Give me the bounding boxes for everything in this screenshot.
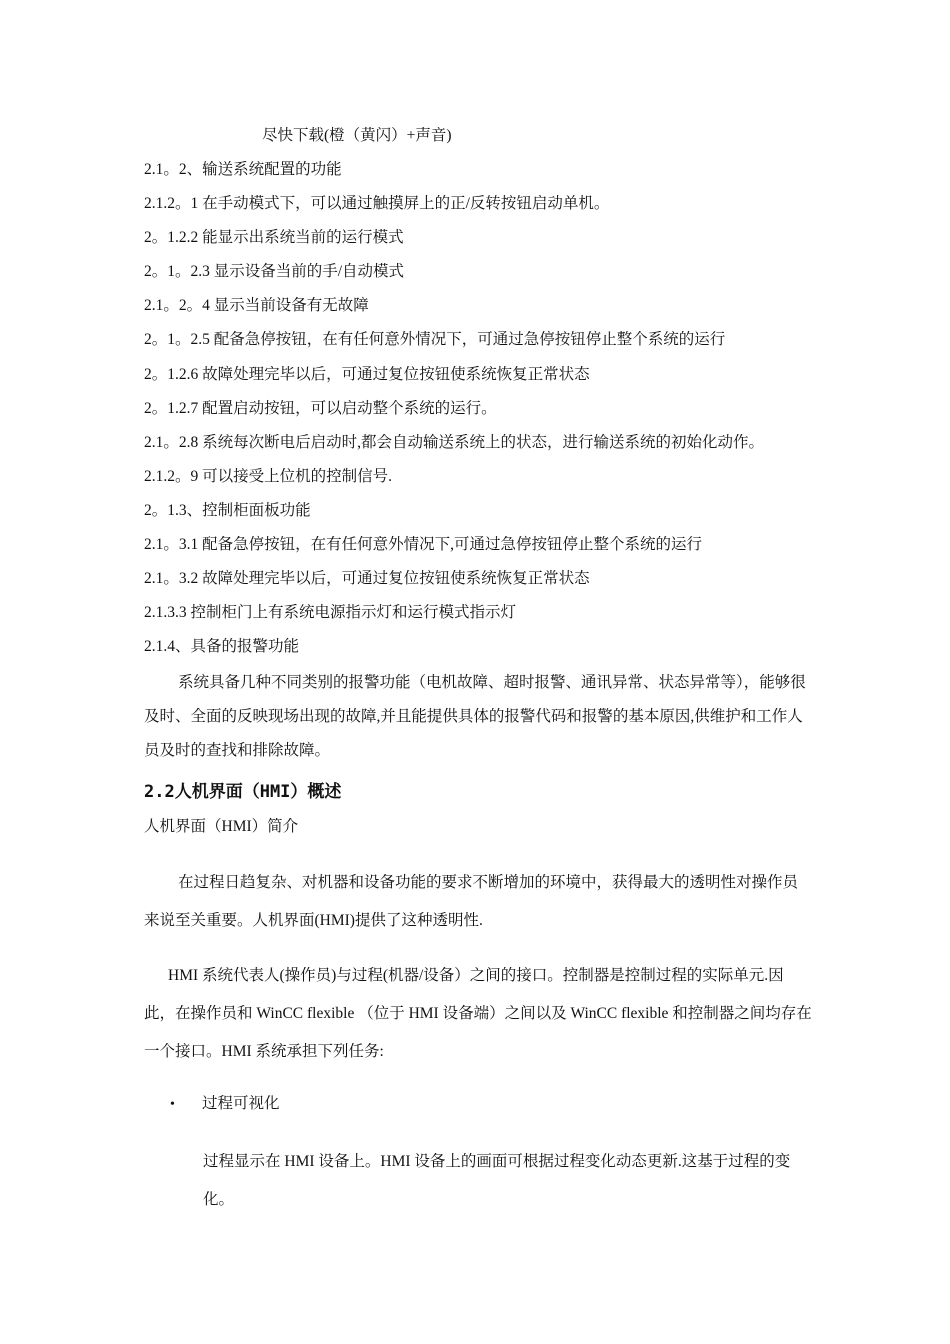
- item-2-1-2-9: 2.1.2。9 可以接受上位机的控制信号.: [144, 468, 393, 485]
- item-2-1-2-1: 2.1.2。1 在手动模式下，可以通过触摸屏上的正/反转按钮启动单机。: [144, 195, 610, 212]
- intro-paragraph: 在过程日趋复杂、对机器和设备功能的要求不断增加的环境中，获得最大的透明性对操作员来说至关重要。人机界面(HMI)提供了这种透明性.: [144, 874, 799, 929]
- item-2-1-2-2: 2。1.2.2 能显示出系统当前的运行模式: [144, 229, 404, 246]
- item-2-1-2-6: 2。1.2.6 故障处理完毕以后，可通过复位按钮使系统恢复正常状态: [144, 366, 590, 383]
- alarm-paragraph: 系统具备几种不同类别的报警功能（电机故障、超时报警、通讯异常、状态异常等），能够很及时、全面的反映现场出现的故障,并且能提供具体的报警代码和报警的基本原因,供维护和工作人员及时的查找和排除故障。: [144, 674, 806, 759]
- bullet-item: [170, 1093, 280, 1116]
- bullet-description: 过程显示在 HMI 设备上。HMI 设备上的画面可根据过程变化动态更新.这基于过程的变化。: [203, 1153, 791, 1208]
- hmi-paragraph: HMI 系统代表人(操作员)与过程(机器/设备）之间的接口。控制器是控制过程的实际单元.因此，在操作员和 WinCC flexible （位于 HMI 设备端）之间以及 WinCC flexible 和控制器之间均存在一个接口。HMI 系统承担下列任务:: [144, 967, 812, 1060]
- alarm-signal-line: 尽快下载(橙（黄闪）+声音): [262, 127, 452, 144]
- section-2-1-2-title: 2.1。2、输送系统配置的功能: [144, 161, 342, 178]
- item-2-1-2-7: 2。1.2.7 配置启动按钮，可以启动整个系统的运行。: [144, 400, 497, 417]
- section-2-1-4-title: 2.1.4、具备的报警功能: [144, 638, 300, 655]
- bullet-dot-icon: •: [170, 1097, 175, 1112]
- item-2-1-3-2: 2.1。3.2 故障处理完毕以后，可通过复位按钮使系统恢复正常状态: [144, 570, 590, 587]
- section-heading: 2.2人机界面（HMI）概述: [144, 782, 342, 802]
- item-2-1-2-3: 2。1。2.3 显示设备当前的手/自动模式: [144, 263, 405, 280]
- item-2-1-3-1: 2.1。3.1 配备急停按钮，在有任何意外情况下,可通过急停按钮停止整个系统的运行: [144, 536, 703, 553]
- item-2-1-2-4: 2.1。2。4 显示当前设备有无故障: [144, 297, 369, 314]
- item-2-1-2-8: 2.1。2.8 系统每次断电后启动时,都会自动输送系统上的状态，进行输送系统的初始化动作。: [144, 434, 765, 451]
- item-2-1-2-5: 2。1。2.5 配备急停按钮，在有任何意外情况下，可通过急停按钮停止整个系统的运行: [144, 331, 726, 348]
- bullet-label: 过程可视化: [202, 1095, 280, 1112]
- section-2-1-3-title: 2。1.3、控制柜面板功能: [144, 502, 311, 519]
- item-2-1-3-3: 2.1.3.3 控制柜门上有系统电源指示灯和运行模式指示灯: [144, 604, 517, 621]
- subheading: 人机界面（HMI）简介: [144, 818, 299, 835]
